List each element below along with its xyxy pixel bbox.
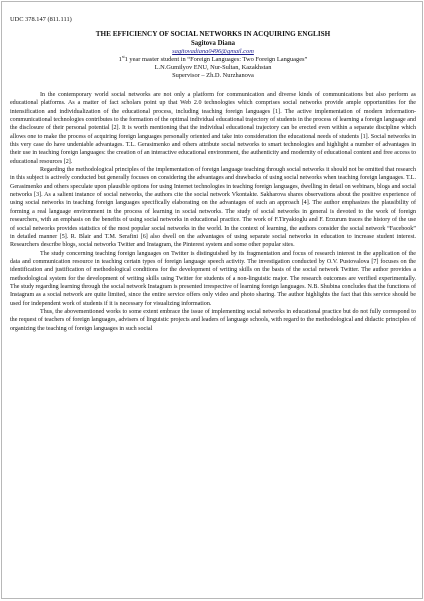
page-content	[10, 16, 416, 333]
author-name: Sagitova Diana	[191, 40, 235, 47]
body-paragraph: Thus, the abovementioned works to some extent embrace the issue of implementing social networks in educational practice but do not fully correspond to the request of teachers of foreign languages, advisers of linguistic projects and leaders of language schools, with regard to the methodological and didactic principles of organizing the teaching of foreign languages in such social	[10, 308, 416, 332]
student-status-text: 1 year master student in “Foreign Languages: Two Foreign Languages”	[124, 56, 308, 63]
author-email-link[interactable]: sagitovadiana0496@gmail.com	[172, 48, 254, 55]
udc-code: UDC 378.147 (811.111)	[10, 16, 72, 23]
university-affiliation: L.N.Gumilyov ENU, Nur-Sultan, Kazakhstan	[154, 64, 272, 71]
body-paragraph: Regarding the methodological principles of the implementation of foreign language teaching through social networks it should not be omitted that research in this subject is actively conducted but generally focuses on considering the advantages and drawbacks of using social networks when teaching foreign languages. T.L. Gerasimenko and others speculate upon plausible options for using Internet technologies in teaching foreign languages, dwelling in detail on webinars, blogs and social networks [3]. As a salient instance of social networks, the authors cite the social network Vkontakte. Sakharova shares observations about the positive experience of using social networks in teaching foreign languages specifically elaborating on the advantages of such an approach [4]. The author emphasizes the plausibility of forming a real language environment in the process of learning in social networks. The study of social networks in general is devoted to the work of foreign researchers, with an emphasis on the benefits of using social networks in educational practice. The work of F.Tiryakioglu and F. Erzurum traces the history of the use of social networks provides statistics of the most popular social networks in the world. In the context of learning, the authors consider the social network “Facebook” in detailed manner [5]. R. Blair and T.M. Serafini [6] also dwell on the advantages of using separate social networks in education to increase student interest. Researchers describe blogs, social networks Twitter and Instagram, the Pinterest system and some other popular sites.	[10, 167, 416, 249]
paper-title: THE EFFICIENCY OF SOCIAL NETWORKS IN ACQUIRING ENGLISH	[95, 30, 331, 38]
supervisor-line: Supervisor – Zh.D. Nurzhanova	[172, 72, 254, 79]
document-page	[1, 1, 423, 599]
body-paragraph: In the contemporary world social networks are not only a platform for communication and diverse kinds of communications but also perform as educational platforms. As a matter of fact scholars point up that Web 2.0 technologies which comprises social networks provide ample opportunities for the intensification and individualization of the educational process, including teaching foreign languages [1]. The active implementation of modern information- communicational technologies contributes to the formation of the optimal individual educational trajectory of students in the process of learning a foreign language and the disclosure of their personal potential [2]. It is worth mentioning that the individual educational trajectory can be erected even within a separate discipline which allows one to make the process of acquiring foreign languages personally oriented and take into consideration the educational needs of students [1]. Social networks in this very case do have undeniable advantages. T.L. Gerasimenko and others attribute social networks to smart technologies and highlight a number of advantages in their use in teaching foreign languages: the creation of an interactive educational environment, the authenticity and modernity of educational content and free access to educational resources [2].	[10, 92, 416, 165]
student-status: 1st1 year master student in “Foreign Languages: Two Foreign Languages”	[118, 53, 308, 63]
article-body	[10, 91, 416, 333]
ordinal-superscript: st	[121, 53, 125, 59]
body-paragraph: The study concerning teaching foreign languages on Twitter is distinguished by its fragmentation and focus of research interest in the application of the data and communication resource in teaching certain types of foreign language speech activity. The investigation conducted by O.V. Pustovalova [7] focuses on the identification and justification of methodological conditions for the development of writing skills on the basis of the social network Twitter. The author provides a methodological system for the development of writing skills using Twitter for students of a non-linguistic major. The research outcomes are verified experimentally. The study regarding learning through the social network Instagram is presented irrespective of learning foreign languages. N.B. Shubina concludes that the functions of Instagram as a social network are quite limited, since the entire service offers only video and photo sharing. The author highlights the fact that this service should be used for independent work of students if it is necessary for visualizing information.	[10, 250, 416, 307]
